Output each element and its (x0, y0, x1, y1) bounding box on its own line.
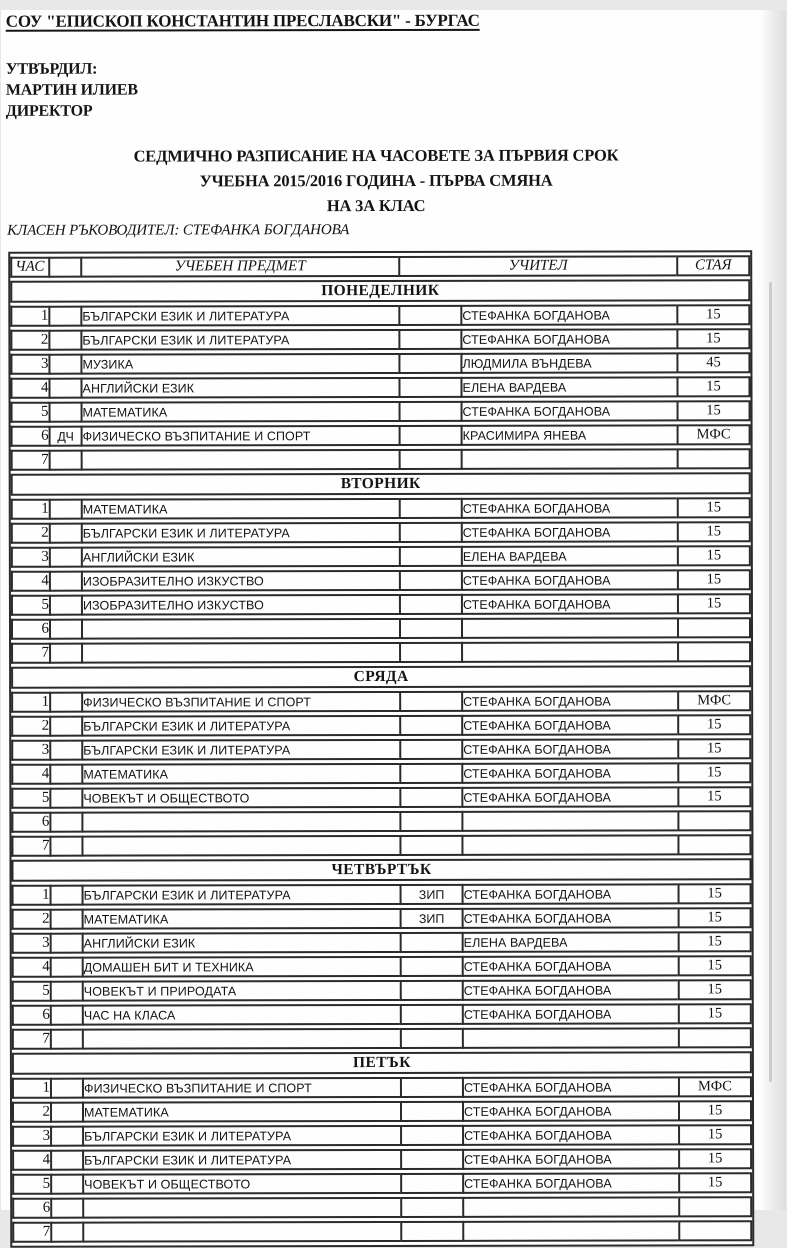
header-teacher: УЧИТЕЛ (398, 255, 676, 277)
scanned-document-page (1, 10, 786, 1240)
room-cell (677, 617, 751, 638)
marker-cell (49, 812, 81, 833)
room-cell: 15 (678, 907, 752, 928)
subject-cell: МАТЕМАТИКА (81, 763, 399, 785)
teacher-cell: СТЕФАНКА БОГДАНОВА (462, 907, 678, 928)
subject-cell: АНГЛИЙСКИ ЕЗИК (81, 546, 399, 568)
room-cell (678, 1027, 752, 1048)
lesson-row (12, 979, 752, 1002)
hour-cell: 4 (11, 764, 49, 785)
room-cell: 15 (678, 931, 752, 952)
lesson-row (12, 1100, 752, 1123)
class-teacher-line: КЛАСЕН РЪКОВОДИТЕЛ: СТЕФАНКА БОГДАНОВА (7, 222, 350, 239)
teacher-cell: СТЕФАНКА БОГДАНОВА (460, 304, 676, 325)
header-hour: ЧАС (10, 257, 48, 278)
room-cell: 15 (676, 304, 750, 325)
subject-cell: ДОМАШЕН БИТ И ТЕХНИКА (82, 956, 400, 978)
day-name: ПОНЕДЕЛНИК (10, 279, 750, 303)
type-cell (399, 522, 461, 543)
hour-cell: 2 (12, 909, 50, 930)
type-cell (399, 642, 461, 663)
lesson-row (12, 883, 752, 906)
subject-cell: МАТЕМАТИКА (81, 498, 399, 520)
schedule-table (8, 250, 754, 1248)
marker-cell (49, 764, 81, 785)
type-cell (399, 401, 461, 422)
lesson-row (11, 617, 751, 640)
teacher-cell (462, 1027, 678, 1048)
subject-cell: МАТЕМАТИКА (82, 908, 400, 930)
lesson-row (11, 690, 751, 713)
lesson-row (11, 762, 751, 785)
room-cell (677, 810, 751, 831)
day-header-row (10, 279, 750, 303)
marker-cell (50, 1198, 82, 1219)
hour-cell: 2 (11, 523, 49, 544)
marker-cell (50, 1102, 82, 1123)
hour-cell: 4 (12, 957, 50, 978)
teacher-cell: КРАСИМИРА ЯНЕВА (461, 424, 677, 445)
hour-cell: 6 (12, 1005, 50, 1026)
type-cell (400, 980, 462, 1001)
marker-cell (49, 595, 81, 616)
marker-cell (49, 499, 81, 520)
teacher-cell: СТЕФАНКА БОГДАНОВА (462, 1124, 678, 1145)
teacher-cell: ЛЮДМИЛА ВЪНДЕВА (460, 352, 676, 373)
teacher-cell (461, 810, 677, 831)
room-cell (677, 641, 751, 662)
room-cell: 15 (677, 786, 751, 807)
teacher-cell: СТЕФАНКА БОГДАНОВА (462, 955, 678, 976)
teacher-cell: СТЕФАНКА БОГДАНОВА (462, 1100, 678, 1121)
day-name: ПЕТЪК (12, 1051, 752, 1075)
schedule-title-line2: УЧЕБНА 2015/2016 ГОДИНА - ПЪРВА СМЯНА (199, 170, 553, 191)
teacher-cell: СТЕФАНКА БОГДАНОВА (461, 690, 677, 711)
teacher-cell: СТЕФАНКА БОГДАНОВА (461, 786, 677, 807)
type-cell (399, 618, 461, 639)
teacher-cell (461, 617, 677, 638)
subject-cell: БЪЛГАРСКИ ЕЗИК И ЛИТЕРАТУРА (82, 1149, 400, 1171)
lesson-row (12, 955, 752, 978)
lesson-row (10, 376, 750, 399)
type-cell (399, 449, 461, 470)
type-cell (399, 570, 461, 591)
subject-cell: ЧОВЕКЪТ И ОБЩЕСТВОТО (82, 1173, 400, 1195)
lesson-row (11, 834, 751, 857)
subject-cell: ИЗОБРАЗИТЕЛНО ИЗКУСТВО (81, 594, 399, 616)
room-cell: 15 (677, 545, 751, 566)
hour-cell: 1 (12, 885, 50, 906)
room-cell: 15 (677, 714, 751, 735)
type-cell (399, 787, 461, 808)
marker-cell (50, 1150, 82, 1171)
type-cell (399, 498, 461, 519)
type-cell (399, 425, 461, 446)
type-cell (399, 715, 461, 736)
marker-cell (50, 1029, 82, 1050)
subject-cell (81, 642, 399, 664)
marker-cell (49, 836, 81, 857)
lesson-row (11, 569, 751, 592)
marker-cell (49, 692, 81, 713)
hour-cell: 2 (12, 1102, 50, 1123)
teacher-cell: СТЕФАНКА БОГДАНОВА (460, 328, 676, 349)
marker-cell (48, 306, 80, 327)
lesson-row (12, 1220, 752, 1243)
lesson-row (12, 1196, 752, 1219)
teacher-cell: СТЕФАНКА БОГДАНОВА (461, 714, 677, 735)
marker-cell (49, 547, 81, 568)
hour-cell: 4 (11, 571, 49, 592)
type-cell (398, 377, 460, 398)
subject-cell: ФИЗИЧЕСКО ВЪЗПИТАНИЕ И СПОРТ (81, 425, 399, 447)
subject-cell: БЪЛГАРСКИ ЕЗИК И ЛИТЕРАТУРА (81, 739, 399, 761)
day-header-row (12, 1051, 752, 1075)
type-cell (399, 763, 461, 784)
schedule-title-line1: СЕДМИЧНО РАЗПИСАНИЕ НА ЧАСОВЕТЕ ЗА ПЪРВИЯ СРОК (133, 145, 619, 166)
lesson-row (11, 810, 751, 833)
approver-title: ДИРЕКТОР (5, 102, 93, 120)
approval-block (6, 57, 785, 122)
subject-cell: ИЗОБРАЗИТЕЛНО ИЗКУСТВО (81, 570, 399, 592)
hour-cell: 7 (11, 450, 49, 471)
teacher-cell (462, 1220, 678, 1241)
teacher-cell: СТЕФАНКА БОГДАНОВА (461, 569, 677, 590)
marker-cell (49, 740, 81, 761)
teacher-cell: СТЕФАНКА БОГДАНОВА (462, 883, 678, 904)
subject-cell (81, 835, 399, 857)
hour-cell: 4 (10, 378, 48, 399)
subject-cell: ФИЗИЧЕСКО ВЪЗПИТАНИЕ И СПОРТ (81, 691, 399, 713)
room-cell: 15 (677, 738, 751, 759)
room-cell: 15 (678, 979, 752, 1000)
hour-cell: 6 (11, 619, 49, 640)
room-cell (677, 448, 751, 469)
lesson-row (11, 400, 751, 423)
marker-cell (50, 1174, 82, 1195)
subject-cell: МУЗИКА (80, 353, 398, 375)
day-name: ВТОРНИК (11, 472, 751, 496)
type-cell (400, 1149, 462, 1170)
teacher-cell (462, 1196, 678, 1217)
day-header-row (11, 472, 751, 496)
subject-cell: БЪЛГАРСКИ ЕЗИК И ЛИТЕРАТУРА (82, 884, 400, 906)
subject-cell (81, 449, 399, 471)
type-cell (400, 1221, 462, 1242)
subject-cell (81, 811, 399, 833)
room-cell: МФС (677, 424, 751, 445)
subject-cell: ЧАС НА КЛАСА (82, 1004, 400, 1026)
room-cell: 15 (678, 1100, 752, 1121)
teacher-cell: ЕЛЕНА ВАРДЕВА (462, 931, 678, 952)
subject-cell: БЪЛГАРСКИ ЕЗИК И ЛИТЕРАТУРА (81, 522, 399, 544)
lesson-row (12, 907, 752, 930)
room-cell (678, 1196, 752, 1217)
subject-cell (81, 618, 399, 640)
teacher-cell: СТЕФАНКА БОГДАНОВА (462, 1076, 678, 1097)
type-cell (400, 1197, 462, 1218)
type-cell (400, 1077, 462, 1098)
subject-cell: МАТЕМАТИКА (81, 401, 399, 423)
hour-cell: 3 (12, 933, 50, 954)
hour-cell: 7 (12, 1222, 50, 1243)
marker-cell (48, 330, 80, 351)
room-cell: 15 (676, 376, 750, 397)
lesson-row (11, 521, 751, 544)
lesson-row (12, 1124, 752, 1147)
type-cell (400, 1004, 462, 1025)
room-cell: 15 (678, 1003, 752, 1024)
marker-cell (49, 402, 81, 423)
header-spacer-cell (48, 257, 80, 278)
room-cell: 45 (676, 352, 750, 373)
approver-name: МАРТИН ИЛИЕВ (5, 81, 138, 99)
teacher-cell: СТЕФАНКА БОГДАНОВА (461, 497, 677, 518)
type-cell (400, 1028, 462, 1049)
marker-cell (49, 571, 81, 592)
teacher-cell: СТЕФАНКА БОГДАНОВА (461, 521, 677, 542)
type-cell (399, 811, 461, 832)
marker-cell (49, 523, 81, 544)
lesson-row (11, 714, 751, 737)
type-cell (400, 1173, 462, 1194)
lesson-row (11, 545, 751, 568)
subject-cell: ЧОВЕКЪТ И ОБЩЕСТВОТО (81, 787, 399, 809)
hour-cell: 3 (12, 1126, 50, 1147)
hour-cell: 3 (11, 547, 49, 568)
teacher-cell: СТЕФАНКА БОГДАНОВА (461, 400, 677, 421)
school-name: СОУ "ЕПИСКОП КОНСТАНТИН ПРЕСЛАВСКИ" - БУРГАС (5, 10, 480, 31)
day-header-row (11, 858, 751, 882)
teacher-cell: ЕЛЕНА ВАРДЕВА (461, 545, 677, 566)
room-cell (677, 834, 751, 855)
table-header-row (10, 255, 750, 278)
type-cell (400, 1101, 462, 1122)
subject-cell (82, 1221, 400, 1243)
subject-cell: БЪЛГАРСКИ ЕЗИК И ЛИТЕРАТУРА (80, 305, 398, 327)
hour-cell: 3 (11, 740, 49, 761)
teacher-cell: СТЕФАНКА БОГДАНОВА (461, 593, 677, 614)
marker-cell (49, 788, 81, 809)
subject-cell (82, 1197, 400, 1219)
hour-cell: 2 (11, 716, 49, 737)
teacher-cell (461, 448, 677, 469)
hour-cell: 5 (11, 402, 49, 423)
marker-cell (50, 933, 82, 954)
room-cell: 15 (678, 883, 752, 904)
room-cell: МФС (677, 690, 751, 711)
marker-cell (50, 957, 82, 978)
teacher-cell: СТЕФАНКА БОГДАНОВА (462, 1172, 678, 1193)
hour-cell: 7 (12, 1029, 50, 1050)
marker-cell (49, 619, 81, 640)
marker-cell (49, 643, 81, 664)
marker-cell (49, 716, 81, 737)
hour-cell: 3 (10, 354, 48, 375)
type-cell (400, 1125, 462, 1146)
type-cell (399, 739, 461, 760)
hour-cell: 5 (11, 595, 49, 616)
room-cell: 15 (677, 521, 751, 542)
teacher-cell: СТЕФАНКА БОГДАНОВА (461, 762, 677, 783)
day-header-row (11, 665, 751, 689)
hour-cell: 1 (11, 499, 49, 520)
room-cell: 15 (677, 593, 751, 614)
lesson-row (11, 641, 751, 664)
lesson-row (11, 738, 751, 761)
day-name: ЧЕТВЪРТЪК (11, 858, 751, 882)
type-cell (399, 546, 461, 567)
hour-cell: 7 (11, 836, 49, 857)
lesson-row (12, 931, 752, 954)
marker-cell (50, 1126, 82, 1147)
subject-cell: МАТЕМАТИКА (82, 1101, 400, 1123)
marker-cell (48, 378, 80, 399)
marker-cell: ДЧ (49, 426, 81, 447)
subject-cell: ЧОВЕКЪТ И ПРИРОДАТА (82, 980, 400, 1002)
lesson-row (11, 786, 751, 809)
lesson-row (10, 328, 750, 351)
type-cell (399, 835, 461, 856)
lesson-row (10, 352, 750, 375)
subject-cell: АНГЛИЙСКИ ЕЗИК (80, 377, 398, 399)
lesson-row (12, 1076, 752, 1099)
room-cell: 15 (678, 1172, 752, 1193)
lesson-row (11, 424, 751, 447)
lesson-row (11, 593, 751, 616)
schedule-title (0, 142, 752, 219)
lesson-row (12, 1148, 752, 1171)
type-cell: ЗИП (400, 884, 462, 905)
teacher-cell (461, 641, 677, 662)
teacher-cell: СТЕФАНКА БОГДАНОВА (461, 738, 677, 759)
room-cell: 15 (678, 955, 752, 976)
marker-cell (50, 1005, 82, 1026)
teacher-cell: СТЕФАНКА БОГДАНОВА (462, 979, 678, 1000)
lesson-row (12, 1027, 752, 1050)
type-cell (400, 956, 462, 977)
marker-cell (50, 1078, 82, 1099)
approved-label: УТВЪРДИЛ: (5, 60, 98, 78)
marker-cell (50, 909, 82, 930)
type-cell (398, 305, 460, 326)
type-cell (399, 594, 461, 615)
subject-cell: АНГЛИЙСКИ ЕЗИК (82, 932, 400, 954)
teacher-cell: СТЕФАНКА БОГДАНОВА (462, 1148, 678, 1169)
room-cell (678, 1220, 752, 1241)
lesson-row (11, 448, 751, 471)
hour-cell: 2 (10, 330, 48, 351)
teacher-cell (461, 834, 677, 855)
lesson-row (12, 1172, 752, 1195)
subject-cell: БЪЛГАРСКИ ЕЗИК И ЛИТЕРАТУРА (80, 329, 398, 351)
hour-cell: 7 (11, 643, 49, 664)
marker-cell (50, 1222, 82, 1243)
lesson-row (11, 497, 751, 520)
subject-cell: БЪЛГАРСКИ ЕЗИК И ЛИТЕРАТУРА (81, 715, 399, 737)
room-cell: МФС (678, 1076, 752, 1097)
marker-cell (49, 450, 81, 471)
type-cell (399, 691, 461, 712)
type-cell: ЗИП (400, 908, 462, 929)
room-cell: 15 (678, 1148, 752, 1169)
document-sheet (0, 9, 787, 1248)
header-room: СТАЯ (676, 255, 750, 276)
room-cell: 15 (677, 569, 751, 590)
type-cell (400, 932, 462, 953)
hour-cell: 5 (12, 981, 50, 1002)
hour-cell: 1 (11, 692, 49, 713)
subject-cell: БЪЛГАРСКИ ЕЗИК И ЛИТЕРАТУРА (82, 1125, 400, 1147)
hour-cell: 6 (11, 426, 49, 447)
room-cell: 15 (678, 1124, 752, 1145)
hour-cell: 5 (11, 788, 49, 809)
room-cell: 15 (677, 400, 751, 421)
hour-cell: 6 (12, 1198, 50, 1219)
day-name: СРЯДА (11, 665, 751, 689)
hour-cell: 1 (12, 1078, 50, 1099)
type-cell (398, 329, 460, 350)
marker-cell (50, 981, 82, 1002)
subject-cell: ФИЗИЧЕСКО ВЪЗПИТАНИЕ И СПОРТ (82, 1077, 400, 1099)
teacher-cell: ЕЛЕНА ВАРДЕВА (460, 376, 676, 397)
marker-cell (50, 885, 82, 906)
hour-cell: 4 (12, 1150, 50, 1171)
room-cell: 15 (677, 762, 751, 783)
subject-cell (82, 1028, 400, 1050)
teacher-cell: СТЕФАНКА БОГДАНОВА (462, 1003, 678, 1024)
room-cell: 15 (677, 497, 751, 518)
hour-cell: 1 (10, 306, 48, 327)
lesson-row (10, 304, 750, 327)
lesson-row (12, 1003, 752, 1026)
hour-cell: 5 (12, 1174, 50, 1195)
schedule-title-line3: НА 3А КЛАС (326, 195, 426, 216)
marker-cell (48, 354, 80, 375)
header-subject: УЧЕБЕН ПРЕДМЕТ (80, 256, 398, 278)
hour-cell: 6 (11, 812, 49, 833)
type-cell (398, 353, 460, 374)
room-cell: 15 (676, 328, 750, 349)
